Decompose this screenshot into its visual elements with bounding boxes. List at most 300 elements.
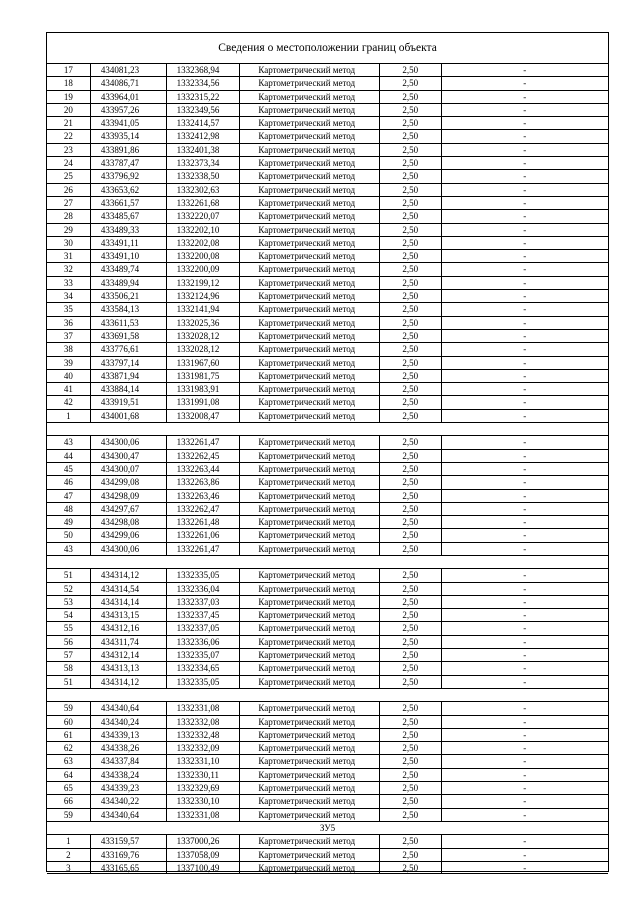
y-coordinate-cell: 1332028,12 [166,330,240,342]
description-cell: - [441,636,608,648]
description-cell: - [441,716,608,728]
y-coordinate-cell: 1332332,09 [166,742,240,754]
accuracy-cell: 2,50 [379,782,441,794]
x-coordinate-cell: 434340,22 [90,795,166,807]
point-number-cell: 61 [63,729,73,740]
method-cell: Картометрический метод [239,476,379,488]
table-row [47,728,608,741]
point-number-cell: 45 [63,463,73,474]
description-cell: - [441,596,608,608]
y-coordinate-cell: 1332199,12 [166,277,240,289]
y-coordinate-cell: 1332262,47 [166,503,240,515]
accuracy-cell: 2,50 [379,596,441,608]
point-number-cell: 26 [63,184,73,195]
table-row [47,489,608,502]
x-coordinate-cell: 433797,14 [90,357,166,369]
method-cell: Картометрический метод [239,263,379,275]
method-cell: Картометрический метод [239,529,379,541]
accuracy-cell: 2,50 [379,357,441,369]
y-coordinate-cell: 1332331,08 [166,702,240,714]
table-row [47,143,608,156]
description-cell: - [441,303,608,315]
point-number-cell: 39 [63,357,73,368]
method-cell: Картометрический метод [239,410,379,422]
method-cell: Картометрический метод [239,503,379,515]
table-row [47,316,608,329]
x-coordinate-cell: 434312,14 [90,649,166,661]
group-separator [47,555,608,568]
y-coordinate-cell: 1332141,94 [166,303,240,315]
accuracy-cell: 2,50 [379,436,441,448]
y-coordinate-cell: 1332335,05 [166,569,240,581]
description-cell: - [441,250,608,262]
method-cell: Картометрический метод [239,343,379,355]
x-coordinate-cell: 434338,26 [90,742,166,754]
y-coordinate-cell: 1332412,98 [166,130,240,142]
x-coordinate-cell: 434311,74 [90,636,166,648]
group-separator [47,688,608,701]
y-coordinate-cell: 1332334,65 [166,662,240,674]
point-number-cell: 1 [66,410,71,421]
y-coordinate-cell: 1332008,47 [166,410,240,422]
description-cell: - [441,170,608,182]
accuracy-cell: 2,50 [379,622,441,634]
table-row [47,356,608,369]
point-number-cell: 22 [63,131,73,142]
point-number-cell: 63 [63,756,73,767]
accuracy-cell: 2,50 [379,237,441,249]
method-cell: Картометрический метод [239,317,379,329]
method-cell: Картометрический метод [239,91,379,103]
point-number-cell: 49 [63,517,73,528]
description-cell: - [441,676,608,688]
description-cell: - [441,91,608,103]
accuracy-cell: 2,50 [379,835,441,847]
y-coordinate-cell: 1332261,47 [166,543,240,555]
x-coordinate-cell: 434300,07 [90,463,166,475]
point-number-cell: 25 [63,171,73,182]
description-cell: - [441,184,608,196]
accuracy-cell: 2,50 [379,117,441,129]
description-cell: - [441,622,608,634]
x-coordinate-cell: 434313,15 [90,609,166,621]
accuracy-cell: 2,50 [379,609,441,621]
method-cell: Картометрический метод [239,490,379,502]
accuracy-cell: 2,50 [379,543,441,555]
y-coordinate-cell: 1332332,48 [166,729,240,741]
x-coordinate-cell: 433691,58 [90,330,166,342]
point-number-cell: 51 [63,570,73,581]
description-cell: - [441,343,608,355]
point-number-cell: 59 [63,703,73,714]
method-cell: Картометрический метод [239,224,379,236]
accuracy-cell: 2,50 [379,516,441,528]
description-cell: - [441,263,608,275]
method-cell: Картометрический метод [239,104,379,116]
description-cell: - [441,144,608,156]
x-coordinate-cell: 433884,14 [90,383,166,395]
y-coordinate-cell: 1332261,48 [166,516,240,528]
method-cell: Картометрический метод [239,303,379,315]
y-coordinate-cell: 1331981,75 [166,370,240,382]
x-coordinate-cell: 433485,67 [90,210,166,222]
x-coordinate-cell: 434338,24 [90,769,166,781]
y-coordinate-cell: 1337000,26 [166,835,240,847]
method-cell: Картометрический метод [239,170,379,182]
point-number-cell: 52 [63,583,73,594]
method-cell: Картометрический метод [239,383,379,395]
table-row [47,129,608,142]
table-row [47,768,608,781]
point-number-cell: 43 [63,543,73,554]
description-cell: - [441,729,608,741]
table-row [47,648,608,661]
accuracy-cell: 2,50 [379,583,441,595]
y-coordinate-cell: 1332261,47 [166,436,240,448]
table-row [47,409,608,422]
table-row [47,808,608,821]
x-coordinate-cell: 433935,14 [90,130,166,142]
point-number-cell: 31 [63,251,73,262]
table-row [47,848,608,861]
y-coordinate-cell: 1332315,22 [166,91,240,103]
x-coordinate-cell: 433776,61 [90,343,166,355]
point-number-cell: 21 [63,118,73,129]
point-number-cell: 55 [63,623,73,634]
x-coordinate-cell: 433489,33 [90,224,166,236]
accuracy-cell: 2,50 [379,91,441,103]
description-cell: - [441,197,608,209]
y-coordinate-cell: 1332261,06 [166,529,240,541]
accuracy-cell: 2,50 [379,197,441,209]
accuracy-cell: 2,50 [379,396,441,408]
method-cell: Картометрический метод [239,596,379,608]
x-coordinate-cell: 433891,86 [90,144,166,156]
description-cell: - [441,702,608,714]
table-row [47,741,608,754]
point-number-cell: 40 [63,370,73,381]
y-coordinate-cell: 1332262,45 [166,450,240,462]
table-row [47,276,608,289]
description-cell: - [441,583,608,595]
description-cell: - [441,317,608,329]
point-number-cell: 48 [63,503,73,514]
x-coordinate-cell: 433787,47 [90,157,166,169]
table-row [47,542,608,555]
table-row [47,302,608,315]
description-cell: - [441,490,608,502]
x-coordinate-cell: 434081,23 [90,64,166,76]
method-cell: Картометрический метод [239,662,379,674]
point-number-cell: 38 [63,344,73,355]
table-row [47,661,608,674]
accuracy-cell: 2,50 [379,450,441,462]
accuracy-cell: 2,50 [379,569,441,581]
y-coordinate-cell: 1332302,63 [166,184,240,196]
y-coordinate-cell: 1332025,36 [166,317,240,329]
method-cell: Картометрический метод [239,277,379,289]
table-row [47,502,608,515]
x-coordinate-cell: 433491,10 [90,250,166,262]
description-cell: - [441,662,608,674]
x-coordinate-cell: 434001,68 [90,410,166,422]
accuracy-cell: 2,50 [379,330,441,342]
y-coordinate-cell: 1332028,12 [166,343,240,355]
method-cell: Картометрический метод [239,357,379,369]
table-row [47,262,608,275]
accuracy-cell: 2,50 [379,503,441,515]
accuracy-cell: 2,50 [379,676,441,688]
method-cell: Картометрический метод [239,702,379,714]
method-cell: Картометрический метод [239,290,379,302]
y-coordinate-cell: 1332331,08 [166,809,240,821]
description-cell: - [441,835,608,847]
point-number-cell: 24 [63,158,73,169]
method-cell: Картометрический метод [239,370,379,382]
table-row [47,834,608,847]
table-row [47,449,608,462]
y-coordinate-cell: 1332334,56 [166,77,240,89]
y-coordinate-cell: 1332336,06 [166,636,240,648]
point-number-cell: 2 [66,849,71,860]
description-cell: - [441,370,608,382]
accuracy-cell: 2,50 [379,317,441,329]
table-row [47,582,608,595]
table-row [47,675,608,688]
table-row [47,475,608,488]
point-number-cell: 3 [66,862,71,873]
group-separator [47,422,608,435]
accuracy-cell: 2,50 [379,383,441,395]
description-cell: - [441,224,608,236]
table-row [47,183,608,196]
description-cell: - [441,157,608,169]
method-cell: Картометрический метод [239,809,379,821]
description-cell: - [441,755,608,767]
point-number-cell: 37 [63,330,73,341]
method-cell: Картометрический метод [239,769,379,781]
y-coordinate-cell: 1332124,96 [166,290,240,302]
y-coordinate-cell: 1337100,49 [166,862,240,873]
accuracy-cell: 2,50 [379,662,441,674]
method-cell: Картометрический метод [239,636,379,648]
point-number-cell: 47 [63,490,73,501]
accuracy-cell: 2,50 [379,64,441,76]
y-coordinate-cell: 1332401,38 [166,144,240,156]
accuracy-cell: 2,50 [379,290,441,302]
description-cell: - [441,809,608,821]
accuracy-cell: 2,50 [379,410,441,422]
point-number-cell: 20 [63,104,73,115]
x-coordinate-cell: 434314,12 [90,676,166,688]
x-coordinate-cell: 433159,57 [90,835,166,847]
y-coordinate-cell: 1332337,03 [166,596,240,608]
y-coordinate-cell: 1332414,57 [166,117,240,129]
document-title: Сведения о местоположении границ объекта [218,42,437,54]
x-coordinate-cell: 434314,12 [90,569,166,581]
description-cell: - [441,64,608,76]
method-cell: Картометрический метод [239,77,379,89]
x-coordinate-cell: 433796,92 [90,170,166,182]
accuracy-cell: 2,50 [379,224,441,236]
accuracy-cell: 2,50 [379,490,441,502]
x-coordinate-cell: 434299,06 [90,529,166,541]
table-row [47,861,608,874]
point-number-cell: 57 [63,650,73,661]
method-cell: Картометрический метод [239,755,379,767]
x-coordinate-cell: 433491,11 [90,237,166,249]
table-row [47,223,608,236]
description-cell: - [441,330,608,342]
point-number-cell: 32 [63,264,73,275]
method-cell: Картометрический метод [239,782,379,794]
x-coordinate-cell: 433871,94 [90,370,166,382]
accuracy-cell: 2,50 [379,277,441,289]
y-coordinate-cell: 1332332,08 [166,716,240,728]
table-row [47,568,608,581]
table-row [47,595,608,608]
x-coordinate-cell: 433661,57 [90,197,166,209]
table-row [47,63,608,76]
accuracy-cell: 2,50 [379,263,441,275]
x-coordinate-cell: 433919,51 [90,396,166,408]
method-cell: Картометрический метод [239,742,379,754]
accuracy-cell: 2,50 [379,795,441,807]
x-coordinate-cell: 433957,26 [90,104,166,116]
accuracy-cell: 2,50 [379,809,441,821]
point-number-cell: 33 [63,277,73,288]
method-cell: Картометрический метод [239,197,379,209]
method-cell: Картометрический метод [239,729,379,741]
y-coordinate-cell: 1332261,68 [166,197,240,209]
x-coordinate-cell: 434086,71 [90,77,166,89]
description-cell: - [441,742,608,754]
x-coordinate-cell: 434298,09 [90,490,166,502]
x-coordinate-cell: 434314,54 [90,583,166,595]
method-cell: Картометрический метод [239,117,379,129]
y-coordinate-cell: 1332368,94 [166,64,240,76]
method-cell: Картометрический метод [239,676,379,688]
table-row [47,395,608,408]
description-cell: - [441,436,608,448]
y-coordinate-cell: 1337058,09 [166,849,240,861]
description-cell: - [441,529,608,541]
accuracy-cell: 2,50 [379,343,441,355]
point-number-cell: 1 [66,836,71,847]
accuracy-cell: 2,50 [379,755,441,767]
y-coordinate-cell: 1332336,04 [166,583,240,595]
method-cell: Картометрический метод [239,210,379,222]
point-number-cell: 56 [63,636,73,647]
x-coordinate-cell: 434300,47 [90,450,166,462]
accuracy-cell: 2,50 [379,210,441,222]
y-coordinate-cell: 1332335,05 [166,676,240,688]
accuracy-cell: 2,50 [379,729,441,741]
x-coordinate-cell: 434340,64 [90,809,166,821]
x-coordinate-cell: 434297,67 [90,503,166,515]
method-cell: Картометрический метод [239,64,379,76]
x-coordinate-cell: 434339,13 [90,729,166,741]
method-cell: Картометрический метод [239,583,379,595]
description-cell: - [441,383,608,395]
table-row [47,169,608,182]
y-coordinate-cell: 1332349,56 [166,104,240,116]
method-cell: Картометрический метод [239,569,379,581]
y-coordinate-cell: 1332202,08 [166,237,240,249]
point-number-cell: 19 [63,91,73,102]
description-cell: - [441,357,608,369]
x-coordinate-cell: 433165,65 [90,862,166,873]
x-coordinate-cell: 433964,01 [90,91,166,103]
description-cell: - [441,130,608,142]
description-cell: - [441,476,608,488]
accuracy-cell: 2,50 [379,716,441,728]
point-number-cell: 28 [63,211,73,222]
y-coordinate-cell: 1331983,91 [166,383,240,395]
accuracy-cell: 2,50 [379,303,441,315]
point-number-cell: 66 [63,796,73,807]
point-number-cell: 41 [63,384,73,395]
description-cell: - [441,77,608,89]
description-cell: - [441,769,608,781]
accuracy-cell: 2,50 [379,529,441,541]
accuracy-cell: 2,50 [379,702,441,714]
accuracy-cell: 2,50 [379,157,441,169]
description-cell: - [441,237,608,249]
point-number-cell: 53 [63,596,73,607]
point-number-cell: 42 [63,397,73,408]
point-number-cell: 36 [63,317,73,328]
point-number-cell: 62 [63,743,73,754]
point-number-cell: 60 [63,716,73,727]
method-cell: Картометрический метод [239,716,379,728]
y-coordinate-cell: 1331991,08 [166,396,240,408]
accuracy-cell: 2,50 [379,144,441,156]
method-cell: Картометрический метод [239,649,379,661]
y-coordinate-cell: 1332220,07 [166,210,240,222]
description-cell: - [441,396,608,408]
point-number-cell: 35 [63,304,73,315]
point-number-cell: 27 [63,197,73,208]
method-cell: Картометрический метод [239,795,379,807]
table-row [47,196,608,209]
y-coordinate-cell: 1332263,44 [166,463,240,475]
point-number-cell: 34 [63,291,73,302]
table-row [47,103,608,116]
x-coordinate-cell: 433653,62 [90,184,166,196]
y-coordinate-cell: 1332200,08 [166,250,240,262]
x-coordinate-cell: 433169,76 [90,849,166,861]
method-cell: Картометрический метод [239,835,379,847]
point-number-cell: 51 [63,676,73,687]
y-coordinate-cell: 1332373,34 [166,157,240,169]
accuracy-cell: 2,50 [379,769,441,781]
y-coordinate-cell: 1332337,05 [166,622,240,634]
table-row [47,528,608,541]
table-row [47,435,608,448]
description-cell: - [441,410,608,422]
point-number-cell: 59 [63,809,73,820]
description-cell: - [441,649,608,661]
table-row [47,90,608,103]
description-cell: - [441,290,608,302]
point-number-cell: 44 [63,450,73,461]
table-row [47,715,608,728]
table-row [47,342,608,355]
description-cell: - [441,516,608,528]
point-number-cell: 50 [63,530,73,541]
x-coordinate-cell: 434340,64 [90,702,166,714]
